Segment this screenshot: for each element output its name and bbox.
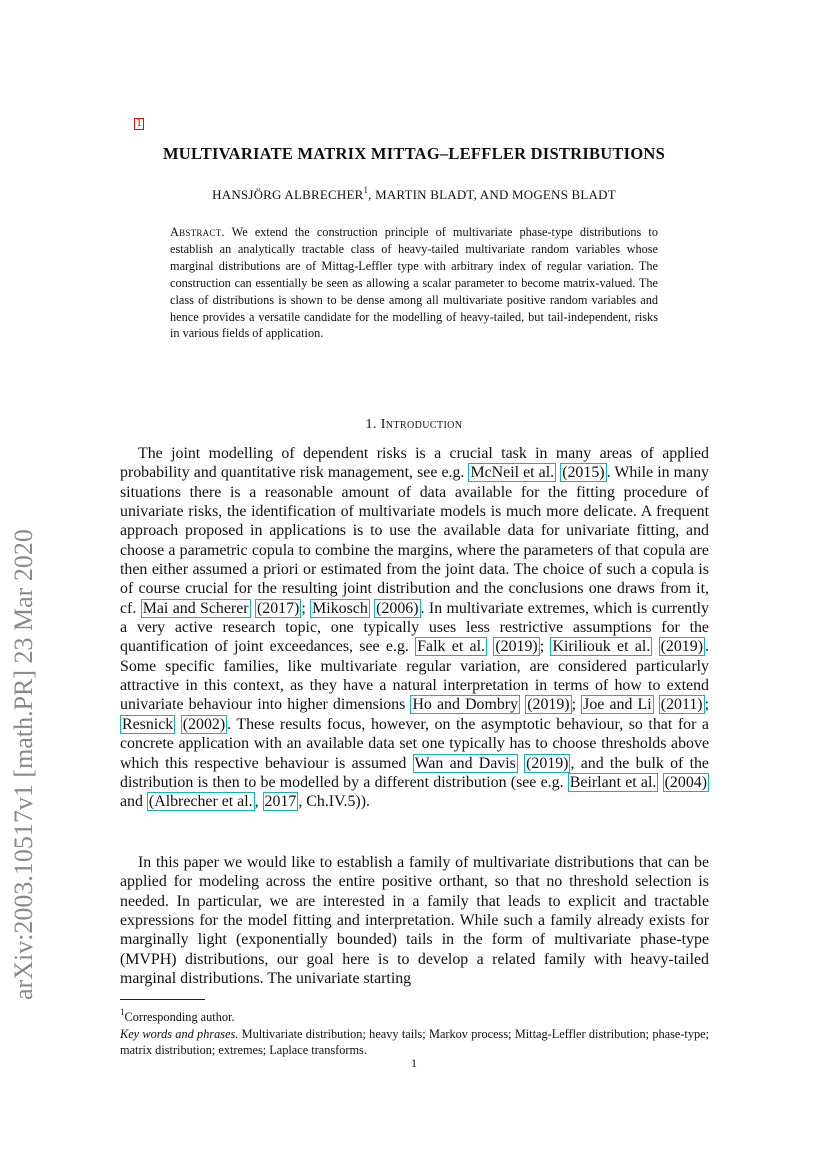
text-run: ;	[539, 638, 551, 656]
text-run: , Ch.IV.5)).	[298, 793, 370, 811]
footnote-marker: 1	[120, 1007, 125, 1017]
page-number: 1	[411, 1056, 417, 1070]
abstract-label: Abstract.	[170, 225, 225, 239]
arxiv-identifier-stamp[interactable]: arXiv:2003.10517v1 [math.PR] 23 Mar 2020	[9, 529, 38, 1000]
footnote-text: Corresponding author.	[124, 1010, 235, 1024]
footnote-corresponding-author	[120, 1004, 709, 1026]
keywords	[120, 1026, 709, 1059]
citation-link[interactable]: Falk et al.	[417, 638, 486, 656]
citation-link[interactable]: Ho and Dombry	[412, 696, 519, 714]
title-footnote-link[interactable]: 1	[136, 118, 143, 129]
citation-link[interactable]: (Albrecher et al.	[148, 793, 253, 811]
citation-link[interactable]: (2006)	[376, 599, 419, 617]
paper-title: MULTIVARIATE MATRIX MITTAG–LEFFLER DISTRIBUTIONS	[162, 144, 666, 163]
citation-link[interactable]: (2019)	[527, 696, 570, 714]
citation-link[interactable]: Wan and Davis	[414, 754, 516, 772]
citation-link[interactable]: (2002)	[182, 715, 226, 733]
text-run: In this paper we would like to establish a family of multivariate distributions that can be applied for modeling across the entire positive orthant, so that no threshold selection is needed. In particular, we are interested in a family that leads to explicit and tractable expressions for the model fitting and interpretation. While such a family already exists for marginally light (exponentially bounded) tails in the form of multivariate phase-type (MVPH) distributions, our goal here is to develop a related family with heavy-tailed marginal distributions. The univariate starting	[120, 854, 709, 988]
text-run: ;	[704, 696, 709, 714]
section-heading-introduction: 1. Introduction	[365, 417, 463, 432]
footnotes	[120, 1004, 709, 1059]
citation-link[interactable]: Resnick	[122, 715, 174, 733]
text-run	[175, 716, 181, 733]
keywords-text: Multivariate distribution; heavy tails; Markov process; Mittag-Leffler distribution; phase-type; matrix distribution; extremes; Laplace transforms.	[120, 1026, 709, 1057]
text-run	[652, 638, 658, 655]
text-run	[658, 774, 662, 791]
citation-link[interactable]: (2004)	[664, 773, 708, 791]
text-run: . In multivariate extremes, which is currently a very active research topic, one typically uses less restrictive assumptions for the quantification of joint exceedances, see e.g.	[120, 599, 709, 656]
author-list	[0, 185, 828, 203]
text-run: The joint modelling of dependent risks is a crucial task in many areas of applied probability and quantitative risk management, see e.g.	[120, 445, 709, 482]
citation-link[interactable]: Joe and Li	[583, 696, 652, 714]
citation-link[interactable]: Mikosch	[312, 599, 368, 617]
abstract	[170, 224, 658, 342]
text-run: ;	[571, 696, 582, 714]
text-run: ;	[301, 599, 311, 617]
intro-paragraph-1	[120, 444, 709, 812]
text-run: . Some specific families, like multivariate regular variation, are considered particularly attractive in this context, as they have a natural interpretation in terms of how to extend univariate behaviour into higher dimensions	[120, 638, 709, 714]
footnote-divider	[120, 999, 205, 1000]
citation-link[interactable]: (2019)	[495, 638, 538, 656]
citation-link[interactable]: (2011)	[660, 696, 703, 714]
citation-link[interactable]: (2019)	[526, 754, 569, 772]
author-rest: , MARTIN BLADT, AND MOGENS BLADT	[368, 187, 616, 202]
text-run: , and the bulk of the distribution is then to be modelled by a different distribution (see e.g.	[120, 754, 709, 791]
abstract-text: We extend the construction principle of multivariate phase-type distributions to establish an analytically tractable class of heavy-tailed multivariate random variables whose marginal distributions are of Mittag-Leffler type with arbitrary index of regular variation. The construction can essentially be seen as allowing a scalar parameter to become matrix-valued. The class of distributions is shown to be dense among all multivariate positive random variables and hence provides a versatile candidate for the modelling of heavy-tailed, but tail-independent, risks in various fields of application.	[170, 225, 658, 341]
citation-link[interactable]: 2017	[264, 793, 297, 811]
citation-link[interactable]: (2017)	[256, 599, 300, 617]
citation-link[interactable]: (2015)	[562, 464, 605, 482]
author-footnote-marker: 1	[363, 185, 369, 195]
keywords-label: Key words and phrases.	[120, 1026, 239, 1041]
author-first: HANSJÖRG ALBRECHER	[212, 187, 364, 202]
citation-link[interactable]: Kiriliouk et al.	[552, 638, 651, 656]
citation-link[interactable]: McNeil et al.	[470, 464, 555, 482]
citation-link[interactable]: Beirlant et al.	[569, 773, 657, 791]
intro-paragraph-2	[120, 853, 709, 988]
text-run: and	[120, 793, 147, 811]
text-run: . While in many situations there is a reasonable amount of data available for the fitting procedure of univariate risks, the identification of multivariate models is much more delicate. A frequent approach proposed in applications is to use the available data for univariate fitting, and choose a parametric copula to combine the margins, where the parameters of that copula are then either assumed a priori or estimated from the joint data. The choice of such a copula is of course crucial for the resulting joint distribution and the conclusions one draws from it, cf.	[120, 464, 709, 617]
text-run: ,	[254, 793, 263, 811]
text-run: . These results focus, however, on the asymptotic behaviour, so that for a concrete application with an available data set one typically has to choose thresholds above which this respective behaviour is assumed	[120, 715, 709, 772]
citation-link[interactable]: Mai and Scherer	[142, 599, 249, 617]
citation-link[interactable]: (2019)	[660, 638, 703, 656]
